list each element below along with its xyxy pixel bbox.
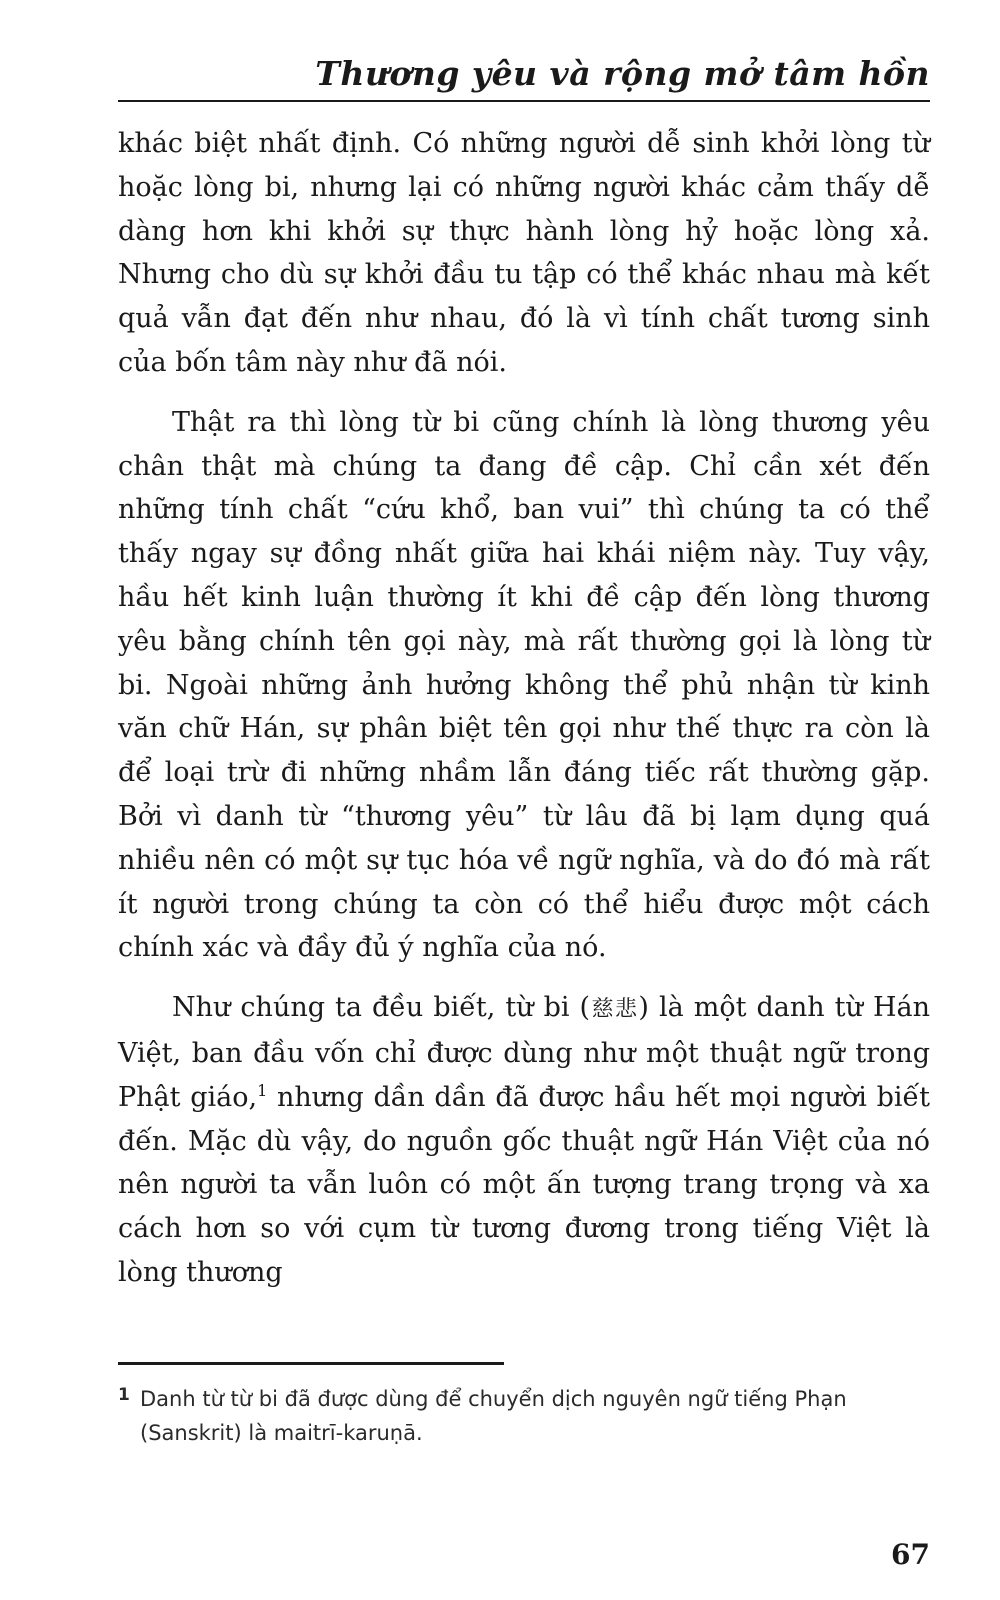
footnote [118,1382,930,1450]
paragraph-3 [118,986,930,1295]
paragraph-3-text-a: Như chúng ta đều biết, từ bi ( [172,992,591,1024]
footnote-divider [118,1362,504,1365]
page-number: 67 [891,1538,930,1571]
paragraph-3-text-c: nhưng dần dần đã được hầu hết mọi người biết đến. Mặc dù vậy, do nguồn gốc thuật ngữ Hán Việt của nó nên người ta vẫn luôn có một ấn tượng trang trọng và xa cách hơn so với cụm từ tương đương trong tiếng Việt là lòng thương [118,1081,930,1288]
running-title: Thương yêu và rộng mở tâm hồn [315,54,930,93]
running-head [118,48,930,102]
body-text [118,122,930,1311]
footnote-number: 1 [118,1385,130,1405]
footnote-reference[interactable]: 1 [257,1080,268,1100]
footnote-text: Danh từ từ bi đã được dùng để chuyển dịch nguyên ngữ tiếng Phạn (Sanskrit) là maitrī-karuṇā. [140,1387,847,1445]
paragraph-2: Thật ra thì lòng từ bi cũng chính là lòng thương yêu chân thật mà chúng ta đang đề cập. Chỉ cần xét đến những tính chất “cứu khổ, ban vui” thì chúng ta có thể thấy ngay sự đồng nhất giữa hai khái niệm này. Tuy vậy, hầu hết kinh luận thường ít khi đề cập đến lòng thương yêu bằng chính tên gọi này, mà rất thường gọi là lòng từ bi. Ngoài những ảnh hưởng không thể phủ nhận từ kinh văn chữ Hán, sự phân biệt tên gọi như thế thực ra còn là để loại trừ đi những nhầm lẫn đáng tiếc rất thường gặp. Bởi vì danh từ “thương yêu” từ lâu đã bị lạm dụng quá nhiều nên có một sự tục hóa về ngữ nghĩa, và do đó mà rất ít người trong chúng ta còn có thể hiểu được một cách chính xác và đầy đủ ý nghĩa của nó. [118,406,930,964]
paragraph-3-text-b: ) là một danh từ Hán Việt, ban đầu vốn chỉ được dùng như một thuật ngữ trong Phật giáo, [118,992,930,1113]
hanzi-term: 慈悲 [590,997,639,1023]
paragraph-1: khác biệt nhất định. Có những người dễ sinh khởi lòng từ hoặc lòng bi, nhưng lại có những người khác cảm thấy dễ dàng hơn khi khởi sự thực hành lòng hỷ hoặc lòng xả. Nhưng cho dù sự khởi đầu tu tập có thể khác nhau mà kết quả vẫn đạt đến như nhau, đó là vì tính chất tương sinh của bốn tâm này như đã nói. [118,128,930,378]
